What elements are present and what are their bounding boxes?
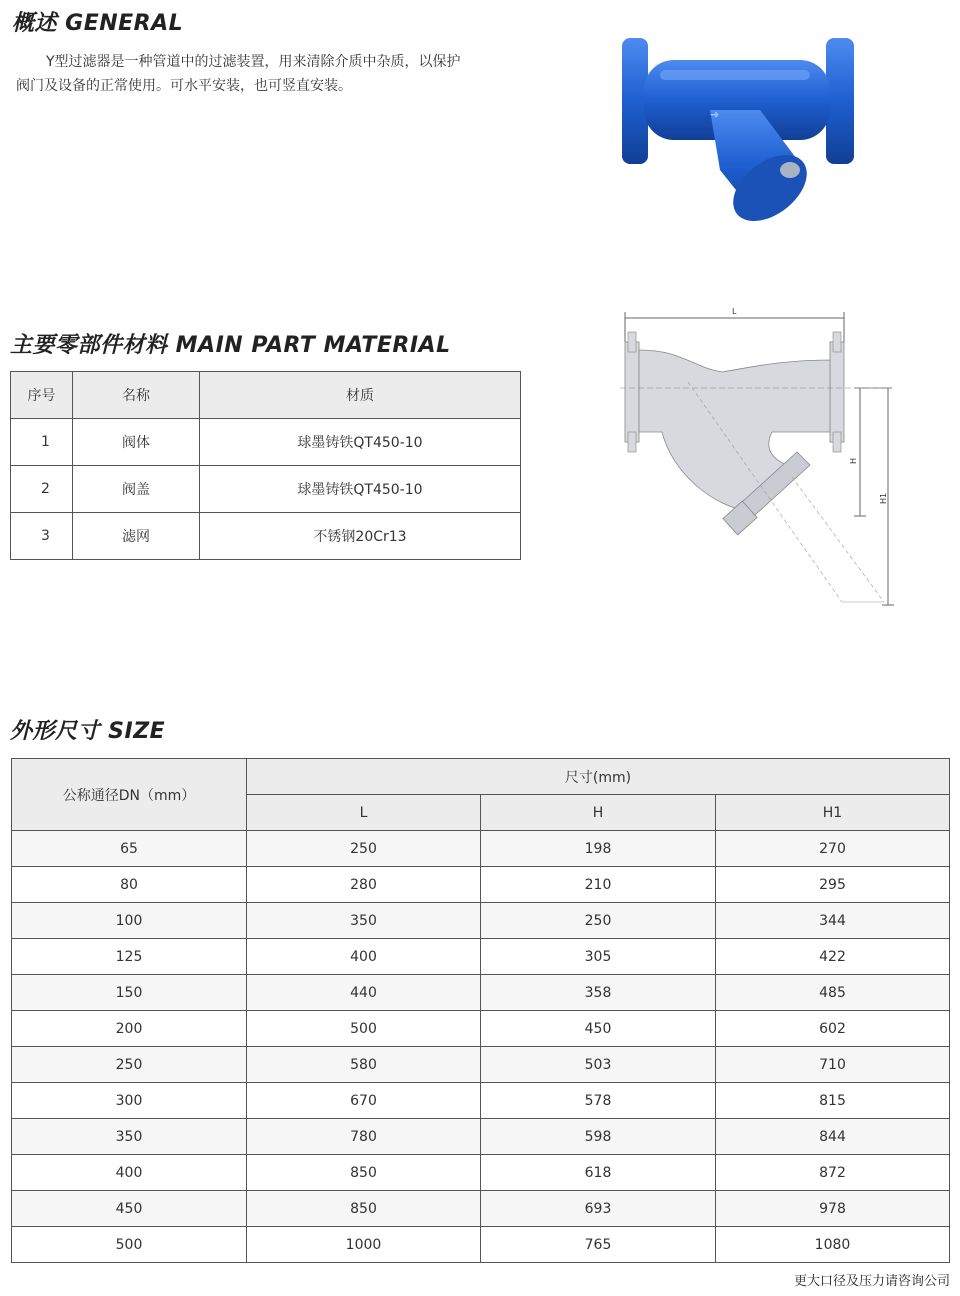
header-material: 材质: [200, 372, 521, 419]
cell-dn: 80: [12, 867, 247, 903]
footnote: 更大口径及压力请咨询公司: [793, 1274, 950, 1289]
header-H1: H1: [716, 795, 950, 831]
header-index: 序号: [11, 372, 73, 419]
cell-L: 400: [247, 939, 481, 975]
cell-name: 阀体: [73, 419, 200, 466]
cell-H: 450: [481, 1011, 716, 1047]
intro-paragraph: [16, 50, 528, 98]
table-row: [12, 1119, 950, 1155]
cell-name: 滤网: [73, 513, 200, 560]
label-H1: H1: [879, 492, 888, 504]
cell-L: 580: [247, 1047, 481, 1083]
cell-index: 2: [11, 466, 73, 513]
cell-L: 850: [247, 1191, 481, 1227]
cell-H1: 422: [716, 939, 950, 975]
cell-L: 1000: [247, 1227, 481, 1263]
cell-L: 850: [247, 1155, 481, 1191]
cell-H: 358: [481, 975, 716, 1011]
cell-L: 280: [247, 867, 481, 903]
cell-H: 250: [481, 903, 716, 939]
header-name: 名称: [73, 372, 200, 419]
material-table: [10, 371, 521, 560]
label-H: H: [849, 457, 858, 464]
table-row: [12, 831, 950, 867]
table-row: [12, 1227, 950, 1263]
intro-line-1: Y型过滤器是一种管道中的过滤装置，用来清除介质中杂质，以保护: [46, 54, 461, 70]
dimension-drawing: [592, 302, 924, 632]
intro-line-2: 阀门及设备的正常使用。可水平安装，也可竖直安装。: [16, 78, 352, 94]
table-row: [12, 975, 950, 1011]
cell-index: 1: [11, 419, 73, 466]
cell-dn: 100: [12, 903, 247, 939]
label-L: L: [732, 307, 737, 316]
cell-dn: 400: [12, 1155, 247, 1191]
cell-H1: 844: [716, 1119, 950, 1155]
cell-H: 503: [481, 1047, 716, 1083]
cell-H: 618: [481, 1155, 716, 1191]
header-dn: 公称通径DN（mm）: [12, 759, 247, 831]
table-header-row: [12, 759, 950, 795]
header-L: L: [247, 795, 481, 831]
table-row: [12, 1191, 950, 1227]
table-row: [11, 466, 521, 513]
cell-H: 198: [481, 831, 716, 867]
cell-H1: 602: [716, 1011, 950, 1047]
cell-index: 3: [11, 513, 73, 560]
cell-H: 210: [481, 867, 716, 903]
cell-H: 578: [481, 1083, 716, 1119]
section-title-material: 主要零部件材料 MAIN PART MATERIAL: [10, 333, 451, 358]
cell-H1: 344: [716, 903, 950, 939]
svg-text:➜: ➜: [710, 108, 720, 121]
cell-H1: 872: [716, 1155, 950, 1191]
cell-dn: 300: [12, 1083, 247, 1119]
cell-H: 598: [481, 1119, 716, 1155]
cell-H1: 1080: [716, 1227, 950, 1263]
cell-name: 阀盖: [73, 466, 200, 513]
size-table: [11, 758, 950, 1263]
cell-L: 440: [247, 975, 481, 1011]
header-dimensions: 尺寸(mm): [247, 759, 950, 795]
cell-material: 球墨铸铁QT450-10: [200, 419, 521, 466]
cell-L: 780: [247, 1119, 481, 1155]
section-title-size: 外形尺寸 SIZE: [10, 719, 166, 744]
table-header-row: [11, 372, 521, 419]
cell-H1: 295: [716, 867, 950, 903]
cell-dn: 65: [12, 831, 247, 867]
section-title-general: 概述 GENERAL: [12, 11, 184, 36]
cell-H: 693: [481, 1191, 716, 1227]
cell-dn: 500: [12, 1227, 247, 1263]
cell-material: 不锈钢20Cr13: [200, 513, 521, 560]
cell-H1: 485: [716, 975, 950, 1011]
table-row: [12, 1083, 950, 1119]
cell-L: 350: [247, 903, 481, 939]
table-row: [12, 903, 950, 939]
cell-dn: 200: [12, 1011, 247, 1047]
cell-dn: 450: [12, 1191, 247, 1227]
table-row: [12, 1047, 950, 1083]
cell-dn: 350: [12, 1119, 247, 1155]
cell-H: 765: [481, 1227, 716, 1263]
y-strainer-photo: [600, 20, 870, 240]
cell-H1: 815: [716, 1083, 950, 1119]
cell-L: 250: [247, 831, 481, 867]
table-row: [12, 939, 950, 975]
cell-H1: 270: [716, 831, 950, 867]
cell-L: 500: [247, 1011, 481, 1047]
cell-dn: 250: [12, 1047, 247, 1083]
header-H: H: [481, 795, 716, 831]
cell-H1: 710: [716, 1047, 950, 1083]
table-row: [11, 513, 521, 560]
table-row: [12, 1155, 950, 1191]
cell-dn: 125: [12, 939, 247, 975]
cell-dn: 150: [12, 975, 247, 1011]
table-row: [12, 1011, 950, 1047]
cell-H: 305: [481, 939, 716, 975]
cell-L: 670: [247, 1083, 481, 1119]
cell-H1: 978: [716, 1191, 950, 1227]
table-row: [12, 867, 950, 903]
table-row: [11, 419, 521, 466]
cell-material: 球墨铸铁QT450-10: [200, 466, 521, 513]
